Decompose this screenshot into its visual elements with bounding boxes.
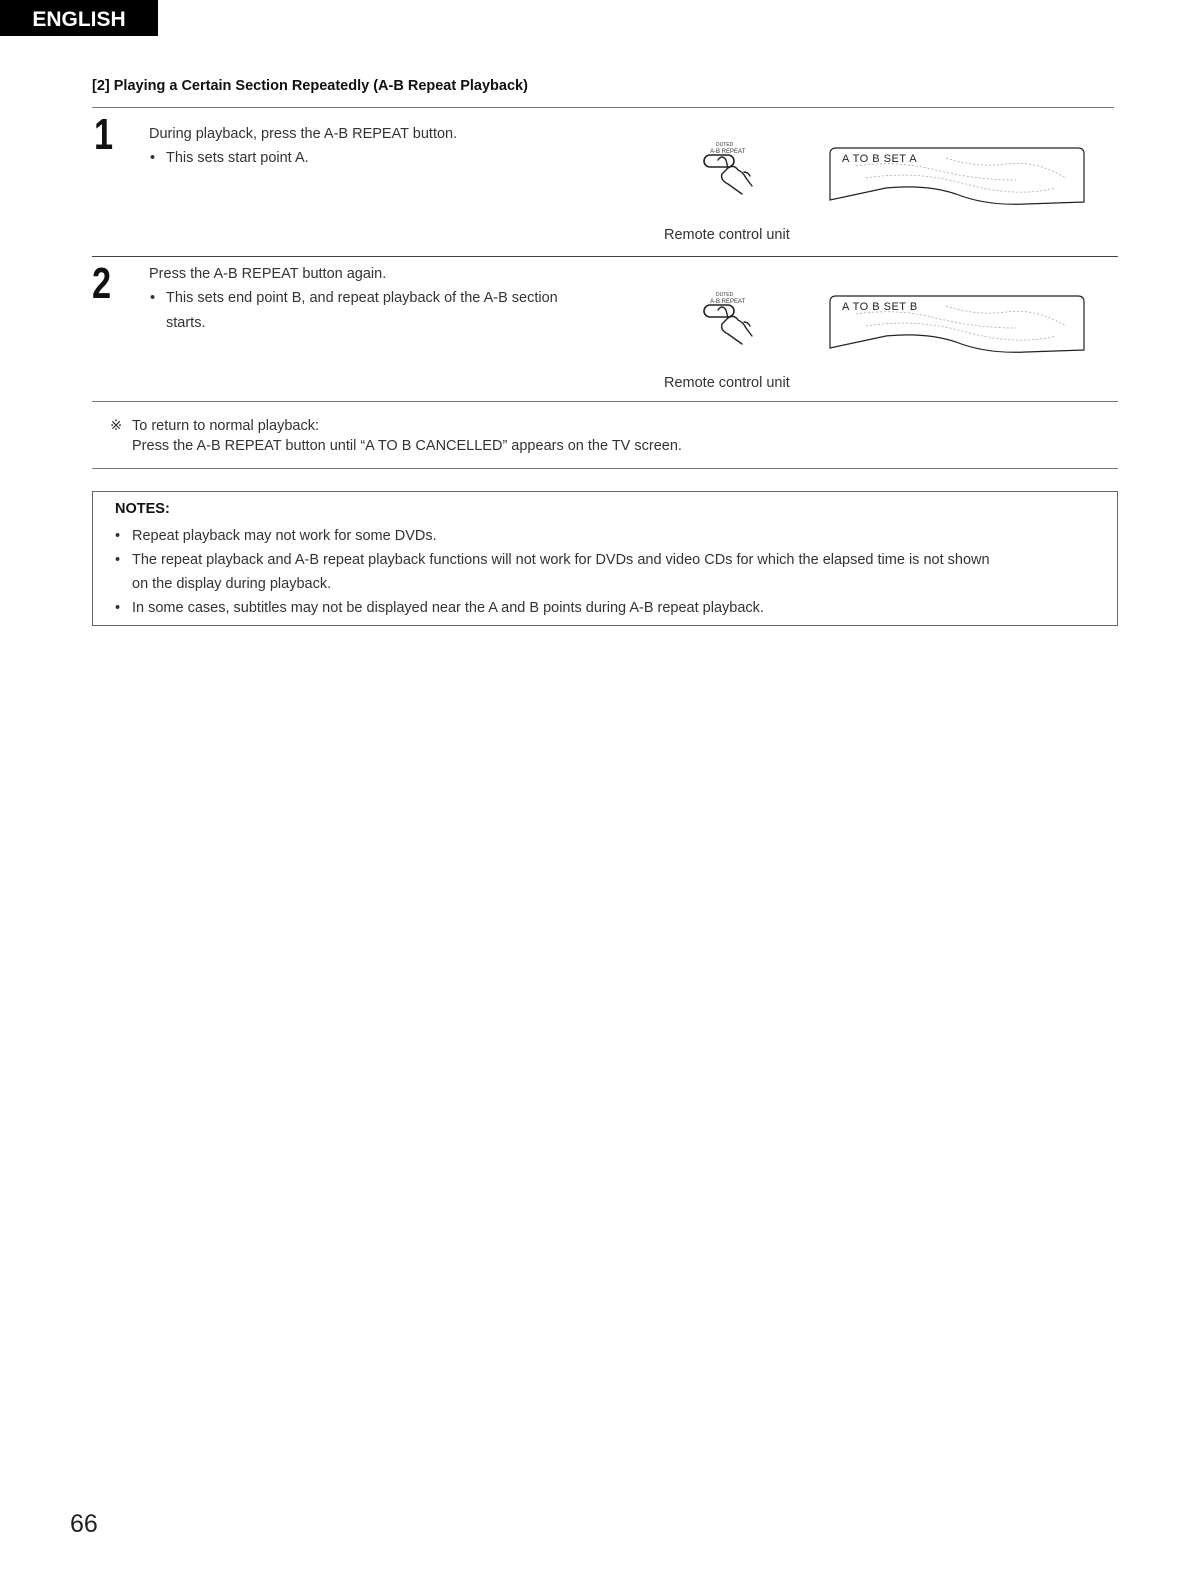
notes-box: [92, 491, 1118, 626]
display-text: A TO B SET B: [842, 301, 918, 313]
reference-mark-icon: ※: [110, 418, 123, 434]
step-bullet: [150, 286, 626, 336]
step-bullet-text: This sets start point A.: [166, 150, 309, 166]
image-caption: Remote control unit: [664, 375, 790, 391]
note-text: In some cases, subtitles may not be displayed near the A and B points during A-B repeat playback.: [132, 600, 764, 616]
bullet-dot: •: [115, 552, 121, 568]
bullet-dot: •: [150, 290, 156, 306]
step-number: 2: [92, 259, 112, 308]
language-tab: ENGLISH: [0, 0, 158, 36]
return-note-instruction: Press the A-B REPEAT button until “A TO B CANCELLED” appears on the TV screen.: [132, 438, 682, 454]
section-divider: [92, 468, 1118, 469]
notes-title: NOTES:: [115, 501, 170, 517]
tv-display-illustration: [826, 292, 1088, 358]
remote-button-label: A-B REPEAT: [710, 299, 746, 305]
section-title: [2] Playing a Certain Section Repeatedly (A-B Repeat Playback): [92, 78, 528, 94]
remote-button: [704, 155, 734, 167]
step-bullet-text: This sets end point B, and repeat playback of the A-B section: [166, 290, 558, 306]
title-divider: [92, 107, 1114, 108]
step-bullet-text-continued: starts.: [166, 315, 206, 331]
tv-display-illustration: [826, 144, 1088, 210]
step-instruction: Press the A-B REPEAT button again.: [149, 266, 387, 282]
return-note-heading: To return to normal playback:: [132, 418, 319, 434]
bullet-dot: •: [115, 528, 121, 544]
note-item: [115, 524, 1102, 548]
image-caption: Remote control unit: [664, 227, 790, 243]
step-divider: [92, 401, 1118, 402]
page-number: 66: [70, 1510, 98, 1538]
step-bullet: [150, 146, 309, 171]
step-instruction: During playback, press the A-B REPEAT button.: [149, 126, 458, 142]
step-divider: [92, 256, 1118, 257]
bullet-dot: •: [150, 150, 156, 166]
remote-button-illustration: [694, 282, 784, 352]
note-text: Repeat playback may not work for some DVDs.: [132, 528, 437, 544]
remote-button-label: A-B REPEAT: [710, 149, 746, 155]
remote-button-illustration: [694, 132, 784, 202]
note-text: The repeat playback and A-B repeat playback functions will not work for DVDs and video CDs for which the elapsed time is not shown: [132, 552, 990, 568]
return-note: [110, 418, 319, 434]
remote-button-top-label: DUTED: [716, 292, 734, 298]
remote-button-top-label: DUTED: [716, 142, 734, 148]
step-number: 1: [94, 110, 114, 159]
note-text-continued: on the display during playback.: [132, 576, 332, 592]
display-text: A TO B SET A: [842, 153, 918, 165]
note-item: [115, 548, 1102, 596]
note-item: [115, 596, 1102, 620]
remote-button: [704, 305, 734, 317]
bullet-dot: •: [115, 600, 121, 616]
